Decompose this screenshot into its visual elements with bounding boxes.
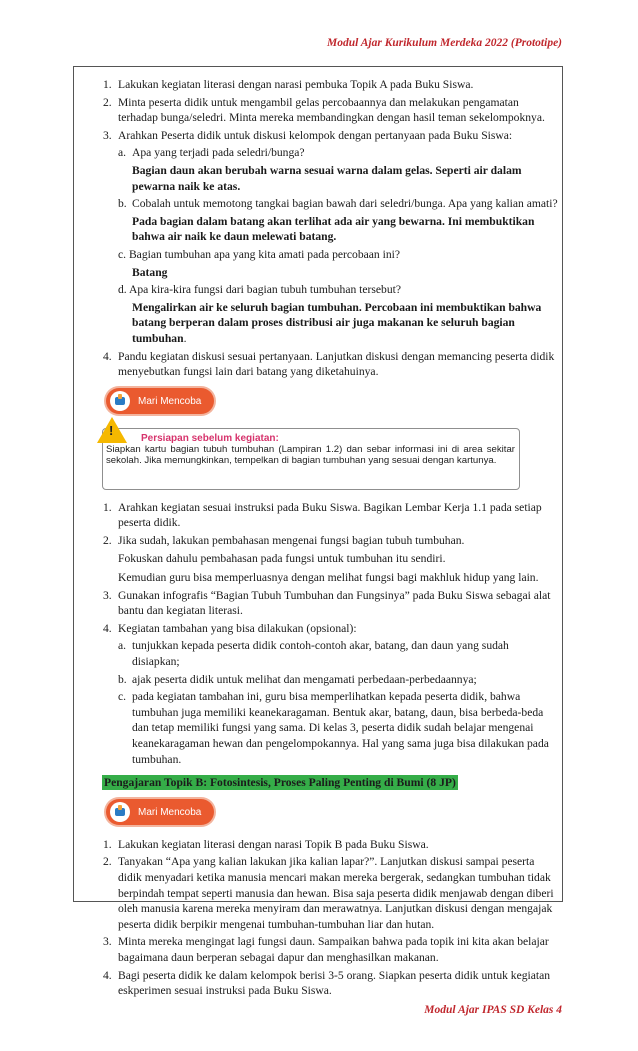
item-text: Arahkan kegiatan sesuai instruksi pada Buku Siswa. Bagikan Lembar Kerja 1.1 pada setiap peserta didik. [118,500,542,530]
question-c: c. Bagian tumbuhan apa yang kita amati pada percobaan ini? [118,247,401,261]
answer-end: . [183,331,187,345]
question-text: Apa yang terjadi pada seledri/bunga? [132,146,305,160]
item-text: Kegiatan tambahan yang bisa dilakukan (opsional): [118,621,357,635]
item-text: Lakukan kegiatan literasi dengan narasi pembuka Topik A pada Buku Siswa. [118,78,474,91]
page-footer: Modul Ajar IPAS SD Kelas 4 [424,1004,562,1016]
list-item: 2. Minta peserta didik untuk mengambil gelas percobaannya dan melakukan pengamatan terhadap bunga/seledri. Minta mereka membandingkan dengan hasil teman sekelompoknya. [103,95,545,125]
button-label: Mari Mencoba [138,395,202,407]
answer-a: Bagian daun akan berubah warna sesuai warna dalam gelas. Seperti air dalam pewarna naik ke atas. [132,163,522,193]
content-frame [73,66,563,998]
answer-text: Mengalirkan air ke seluruh bagian tumbuhan. Percobaan ini membuktikan bahwa batang berperan dalam proses distribusi air juga makanan ke seluruh bagian tumbuhan [132,300,542,345]
activity-icon [110,391,130,411]
note-title: Persiapan sebelum kegiatan: [141,432,279,444]
list-item: 4. Kegiatan tambahan yang bisa dilakukan (opsional): [103,621,357,635]
item-text: Jika sudah, lakukan pembahasan mengenai fungsi bagian tubuh tumbuhan. [118,533,465,547]
list-item: 2. Jika sudah, lakukan pembahasan mengenai fungsi bagian tubuh tumbuhan. [103,533,465,547]
warning-icon: ! [97,417,127,443]
item-text: Minta peserta didik untuk mengambil gelas percobaannya dan melakukan pengamatan terhadap bunga/seledri. Minta mereka membandingkan dengan hasil teman sekelompoknya. [118,95,545,125]
question-a: a. Apa yang terjadi pada seledri/bunga? [118,146,305,160]
page-header: Modul Ajar Kurikulum Merdeka 2022 (Prototipe) [326,37,562,49]
question-text: Cobalah untuk memotong tangkai bagian bawah dari seledri/bunga. Apa yang kalian amati? [132,197,558,211]
sub-text: tunjukkan kepada peserta didik contoh-contoh akar, batang, dan daun yang sudah disiapkan; [132,639,509,669]
sub-text: pada kegiatan tambahan ini, guru bisa memperlihatkan kepada peserta didik, bahwa tumbuhan juga memiliki keanekaragaman. Bentuk akar, batang, daun, bisa berbeda-beda dan tetap memiliki fungsi yang sama. Di kelas 3, peserta didik sudah belajar mengenai keanekaragaman hewan dan pengelompokannya. Hal yang sama juga bisa dilakukan pada tumbuhan. [132,690,549,766]
sub-item-b: b. ajak peserta didik untuk melihat dan mengamati perbedaan-perbedaannya; [118,672,477,686]
mari-mencoba-button [106,799,214,825]
list-item: 3. Gunakan infografis “Bagian Tubuh Tumbuhan dan Fungsinya” pada Buku Siswa sebagai alat bantu dan kegiatan literasi. [103,588,551,618]
item-text: Lakukan kegiatan literasi dengan narasi Topik B pada Buku Siswa. [118,837,429,851]
item-text: Minta mereka mengingat lagi fungsi daun. Sampaikan bahwa pada topik ini kita akan belajar bagaimana daun berperan sebagai dapur dan menghasilkan makanan. [118,935,549,964]
sub-text: ajak peserta didik untuk melihat dan mengamati perbedaan-perbedaannya; [132,672,477,686]
sub-item-c: c. pada kegiatan tambahan ini, guru bisa memperlihatkan kepada peserta didik, bahwa tumbuhan juga memiliki keanekaragaman. Bentuk akar, batang, daun, bisa berbeda-beda dan tetap memiliki fungsi yang sama. Di kelas 3, peserta didik sudah belajar mengenai keanekaragaman hewan dan pengelompokannya. Hal yang sama juga bisa dilakukan pada tumbuhan. [118,690,549,766]
list-item: 3. Arahkan Peserta didik untuk diskusi kelompok dengan pertanyaan pada Buku Siswa: [103,128,513,142]
list-item: 4. Pandu kegiatan diskusi sesuai pertanyaan. Lanjutkan diskusi dengan memancing peserta didik menyebutkan fungsi lain dari batang yang diketahuinya. [103,349,555,379]
list-item: 4. Bagi peserta didik ke dalam kelompok berisi 3-5 orang. Siapkan peserta didik untuk kegiatan eskperimen sesuai instruksi pada Buku Siswa. [103,968,551,998]
item-text: Bagi peserta didik ke dalam kelompok berisi 3-5 orang. Siapkan peserta didik untuk kegiatan eskperimen sesuai instruksi pada Buku Siswa. [118,968,551,998]
note-body: Siapkan kartu bagian tubuh tumbuhan (Lampiran 1.2) dan sebar informasi ini di area sekitar sekolah. Jika memungkinkan, tempelkan di bagian tumbuhan yang sesuai dengan kartunya. [106,443,515,467]
list-item: 3. Minta mereka mengingat lagi fungsi daun. Sampaikan bahwa pada topik ini kita akan belajar bagaimana daun berperan sebagai dapur dan menghasilkan makanan. [103,935,549,964]
preparation-note [102,422,520,490]
answer-b: Pada bagian dalam batang akan terlihat ada air yang bewarna. Ini membuktikan bahwa air naik ke daun melewati batang. [132,214,535,244]
question-b: b. Cobalah untuk memotong tangkai bagian bawah dari seledri/bunga. Apa yang kalian amati? [118,197,558,211]
list-item: 1. Lakukan kegiatan literasi dengan narasi pembuka Topik A pada Buku Siswa. [103,78,474,91]
paragraph: Fokuskan dahulu pembahasan pada fungsi untuk tumbuhan itu sendiri. [118,552,446,566]
mari-mencoba-button [106,388,214,414]
activity-icon [110,802,130,822]
topic-b-heading: Pengajaran Topik B: Fotosintesis, Proses Paling Penting di Bumi (8 JP) [104,776,456,790]
item-text: Arahkan Peserta didik untuk diskusi kelompok dengan pertanyaan pada Buku Siswa: [118,128,513,142]
list-item: 1. Arahkan kegiatan sesuai instruksi pada Buku Siswa. Bagikan Lembar Kerja 1.1 pada setiap peserta didik. [103,500,542,530]
question-d: d. Apa kira-kira fungsi dari bagian tubuh tumbuhan tersebut? [118,283,402,297]
list-item: 2. Tanyakan “Apa yang kalian lakukan jika kalian lapar?”. Lanjutkan diskusi sampai peserta didik menyadari ketika manusia mencari makan mereka bergerak, sedangkan tumbuhan tidak berpindah tempat seperti manusia dan hewan. Bisa saja peserta didik menjawab dengan diberi oleh manusia karena mereka menyiram dan merawatnya. Lanjutkan diskusi dengan mengajak peserta didik berpikir mengenai tumbuhan-tumbuhan liar dan hutan. [103,855,554,931]
answer-c: Batang [132,265,168,279]
button-label: Mari Mencoba [138,806,202,818]
sub-item-a: a. tunjukkan kepada peserta didik contoh-contoh akar, batang, dan daun yang sudah disiapkan; [118,639,509,669]
item-text: Pandu kegiatan diskusi sesuai pertanyaan. Lanjutkan diskusi dengan memancing peserta didik menyebutkan fungsi lain dari batang yang diketahuinya. [118,349,555,379]
paragraph: Kemudian guru bisa memperluasnya dengan melihat fungsi bagi makhluk hidup yang lain. [118,571,539,585]
content [74,67,564,999]
item-text: Gunakan infografis “Bagian Tubuh Tumbuhan dan Fungsinya” pada Buku Siswa sebagai alat bantu dan kegiatan literasi. [118,588,551,618]
answer-d [74,300,564,347]
item-text: Tanyakan “Apa yang kalian lakukan jika kalian lapar?”. Lanjutkan diskusi sampai peserta didik menyadari ketika manusia mencari makan mereka bergerak, sedangkan tumbuhan tidak berpindah tempat seperti manusia dan hewan. Bisa saja peserta didik menjawab dengan diberi oleh manusia karena mereka menyiram dan merawatnya. Lanjutkan diskusi dengan mengajak peserta didik berpikir mengenai tumbuhan-tumbuhan liar dan hutan. [118,855,554,931]
list-item: 1. Lakukan kegiatan literasi dengan narasi Topik B pada Buku Siswa. [103,837,429,851]
